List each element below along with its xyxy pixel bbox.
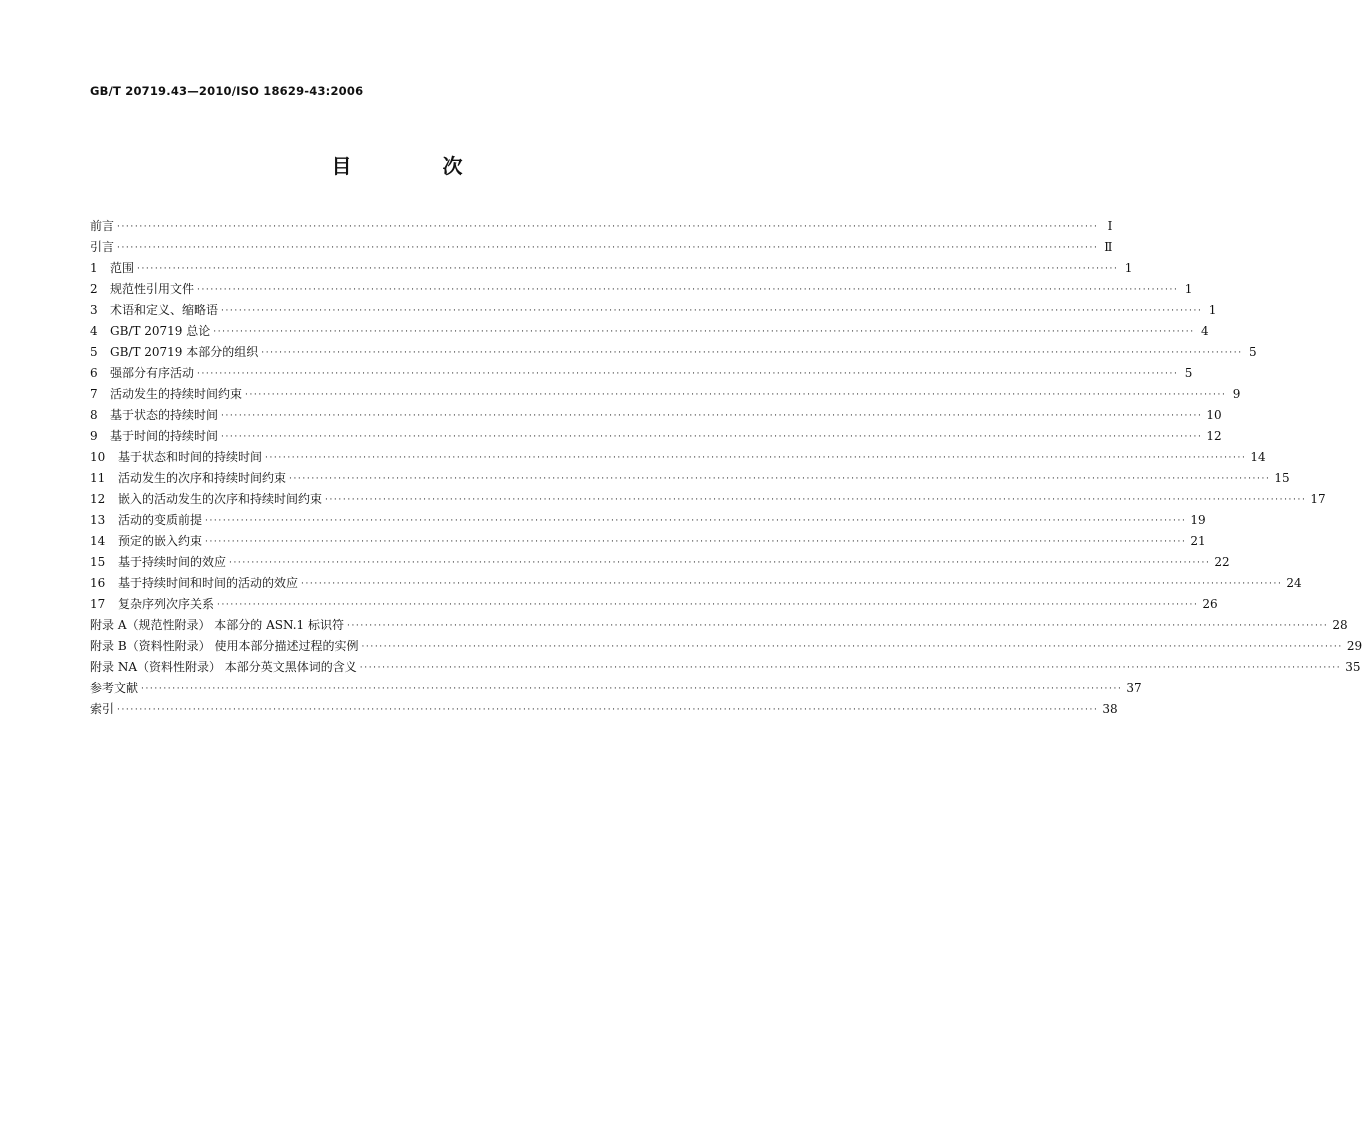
toc-entry-label	[90, 657, 360, 678]
toc-entry-number: 11	[90, 471, 106, 485]
toc-entry-title: 前言	[90, 219, 115, 233]
toc-entry-page-number: 12	[1206, 429, 1222, 443]
toc-entry-number: 1	[90, 261, 98, 275]
dot-leader: ····························································································································································································································	[221, 306, 1203, 316]
toc-entry-title: 范围	[110, 261, 135, 275]
toc-entry-page-number: 1	[1208, 303, 1217, 317]
toc-entry-number: 8	[90, 408, 98, 422]
toc-entry-title: 活动的变质前提	[118, 513, 203, 527]
toc-entry-number: 16	[90, 576, 106, 590]
toc-entry-page-number: 1	[1184, 282, 1193, 296]
toc-entry[interactable]	[90, 678, 1142, 699]
toc-entry-label	[90, 321, 213, 342]
dot-leader: ····························································································································································································································	[359, 663, 1342, 673]
toc-entry-label	[90, 552, 229, 573]
toc-entry-number: 13	[90, 513, 106, 527]
dot-leader: ····························································································································································································································	[197, 369, 1179, 379]
toc-entry-page-number: 22	[1214, 555, 1230, 569]
toc-entry[interactable]	[90, 426, 1222, 447]
dot-leader: ····························································································································································································································	[197, 285, 1179, 295]
toc-entry-number: 12	[90, 492, 106, 506]
dot-leader: ····························································································································································································································	[301, 579, 1283, 589]
toc-entry-number: 3	[90, 303, 98, 317]
toc-entry-title: GB/T 20719 总论	[110, 324, 211, 338]
toc-entry-page-number: 15	[1274, 471, 1290, 485]
toc-entry-page-number: 19	[1190, 513, 1206, 527]
toc-entry-page-number: 9	[1232, 387, 1241, 401]
toc-entry-title: 基于状态的持续时间	[110, 408, 219, 422]
toc-entry-page-number: 14	[1250, 450, 1266, 464]
dot-leader: ····························································································································································································································	[117, 243, 1099, 253]
dot-leader: ····························································································································································································································	[229, 558, 1211, 568]
toc-entry-title: 复杂序列次序关系	[118, 597, 215, 611]
dot-leader: ····························································································································································································································	[205, 516, 1187, 526]
toc-entry[interactable]	[90, 594, 1218, 615]
dot-leader: ····························································································································································································································	[265, 453, 1247, 463]
toc-entry-title: 附录 A（规范性附录） 本部分的 ASN.1 标识符	[90, 618, 344, 632]
toc-entry-label	[90, 489, 325, 510]
toc-entry-label	[90, 699, 117, 720]
toc-entry-label	[90, 216, 117, 237]
toc-entry-number: 9	[90, 429, 98, 443]
standard-code-header: GB/T 20719.43—2010/ISO 18629-43:2006	[90, 84, 364, 98]
toc-entry-title: 活动发生的次序和持续时间约束	[118, 471, 287, 485]
dot-leader: ····························································································································································································································	[213, 327, 1195, 337]
toc-entry-label	[90, 594, 217, 615]
toc-entry-title: 规范性引用文件	[110, 282, 195, 296]
dot-leader: ····························································································································································································································	[217, 600, 1199, 610]
dot-leader: ····························································································································································································································	[205, 537, 1187, 547]
toc-entry-title: 引言	[90, 240, 115, 254]
toc-entry[interactable]	[90, 384, 1241, 405]
toc-entry[interactable]	[90, 216, 1113, 237]
toc-entry-page-number: 35	[1345, 660, 1361, 674]
toc-entry-page-number: 26	[1202, 597, 1218, 611]
toc-entry[interactable]	[90, 615, 1348, 636]
toc-entry-label	[90, 615, 347, 636]
dot-leader: ····························································································································································································································	[347, 621, 1329, 631]
toc-entry-number: 6	[90, 366, 98, 380]
toc-entry-label	[90, 363, 197, 384]
toc-entry-label	[90, 678, 141, 699]
toc-entry[interactable]	[90, 321, 1209, 342]
toc-entry[interactable]	[90, 237, 1113, 258]
dot-leader: ····························································································································································································································	[361, 642, 1343, 652]
toc-entry-page-number: 10	[1206, 408, 1222, 422]
toc-entry-page-number: 17	[1310, 492, 1326, 506]
toc-entry-page-number: 38	[1102, 702, 1118, 716]
toc-entry-title: 基于持续时间的效应	[118, 555, 227, 569]
toc-entry-label	[90, 510, 205, 531]
toc-entry[interactable]	[90, 699, 1118, 720]
toc-entry-page-number: 28	[1332, 618, 1348, 632]
dot-leader: ····························································································································································································································	[221, 432, 1203, 442]
dot-leader: ····························································································································································································································	[117, 705, 1099, 715]
dot-leader: ····························································································································································································································	[117, 222, 1099, 232]
table-of-contents	[90, 216, 1362, 720]
dot-leader: ····························································································································································································································	[261, 348, 1243, 358]
toc-entry-label	[90, 573, 301, 594]
toc-entry-title: 预定的嵌入约束	[118, 534, 203, 548]
toc-entry-page-number: 21	[1190, 534, 1206, 548]
toc-entry[interactable]	[90, 300, 1217, 321]
toc-entry-label	[90, 447, 265, 468]
dot-leader: ····························································································································································································································	[289, 474, 1271, 484]
toc-entry-label	[90, 426, 221, 447]
toc-entry-label	[90, 384, 245, 405]
toc-entry-page-number: 37	[1126, 681, 1142, 695]
toc-entry-label	[90, 468, 289, 489]
toc-entry[interactable]	[90, 552, 1230, 573]
toc-entry-page-number: 4	[1201, 324, 1209, 338]
toc-entry-title: 附录 B（资料性附录） 使用本部分描述过程的实例	[90, 639, 359, 653]
toc-entry-label	[90, 237, 117, 258]
toc-entry-title: 活动发生的持续时间约束	[110, 387, 243, 401]
toc-entry[interactable]	[90, 657, 1361, 678]
toc-entry-label	[90, 636, 361, 657]
dot-leader: ····························································································································································································································	[141, 684, 1123, 694]
toc-entry-title: GB/T 20719 本部分的组织	[110, 345, 259, 359]
toc-entry-title: 嵌入的活动发生的次序和持续时间约束	[118, 492, 323, 506]
toc-entry-title: 基于时间的持续时间	[110, 429, 219, 443]
toc-entry-number: 2	[90, 282, 98, 296]
toc-entry-title: 基于持续时间和时间的活动的效应	[118, 576, 299, 590]
toc-entry-number: 7	[90, 387, 98, 401]
toc-entry-number: 15	[90, 555, 106, 569]
toc-entry-title: 参考文献	[90, 681, 139, 695]
dot-leader: ····························································································································································································································	[245, 390, 1227, 400]
toc-entry[interactable]	[90, 468, 1290, 489]
toc-entry-title: 附录 NA（资料性附录） 本部分英文黑体词的含义	[90, 660, 357, 674]
page-title: 目 次	[331, 154, 505, 178]
toc-entry-number: 4	[90, 324, 98, 338]
toc-entry-number: 5	[90, 345, 98, 359]
toc-entry[interactable]	[90, 573, 1302, 594]
toc-entry[interactable]	[90, 531, 1206, 552]
toc-entry-page-number: 5	[1249, 345, 1257, 359]
toc-entry-title: 索引	[90, 702, 115, 716]
toc-entry[interactable]	[90, 510, 1206, 531]
dot-leader: ····························································································································································································································	[137, 264, 1119, 274]
toc-entry-page-number: 5	[1184, 366, 1193, 380]
toc-entry[interactable]	[90, 636, 1362, 657]
toc-entry-page-number: 29	[1346, 639, 1362, 653]
toc-entry-number: 14	[90, 534, 106, 548]
toc-entry-label	[90, 279, 197, 300]
toc-entry-title: 术语和定义、缩略语	[110, 303, 219, 317]
toc-entry-label	[90, 531, 205, 552]
toc-entry-page-number: Ⅰ	[1107, 219, 1113, 233]
toc-entry-number: 10	[90, 450, 106, 464]
toc-entry[interactable]	[90, 447, 1266, 468]
toc-entry-label	[90, 405, 221, 426]
toc-entry-number: 17	[90, 597, 106, 611]
toc-entry-page-number: Ⅱ	[1104, 240, 1113, 254]
toc-entry-page-number: 1	[1124, 261, 1133, 275]
toc-entry[interactable]	[90, 279, 1193, 300]
toc-entry-label	[90, 258, 137, 279]
toc-entry-page-number: 24	[1286, 576, 1302, 590]
toc-entry[interactable]	[90, 258, 1133, 279]
dot-leader: ····························································································································································································································	[221, 411, 1203, 421]
dot-leader: ····························································································································································································································	[325, 495, 1307, 505]
toc-entry[interactable]	[90, 405, 1222, 426]
toc-entry-label	[90, 342, 261, 363]
toc-entry-label	[90, 300, 221, 321]
toc-entry-title: 基于状态和时间的持续时间	[118, 450, 263, 464]
toc-entry[interactable]	[90, 342, 1257, 363]
toc-entry-title: 强部分有序活动	[110, 366, 195, 380]
toc-entry[interactable]	[90, 489, 1326, 510]
toc-entry[interactable]	[90, 363, 1193, 384]
